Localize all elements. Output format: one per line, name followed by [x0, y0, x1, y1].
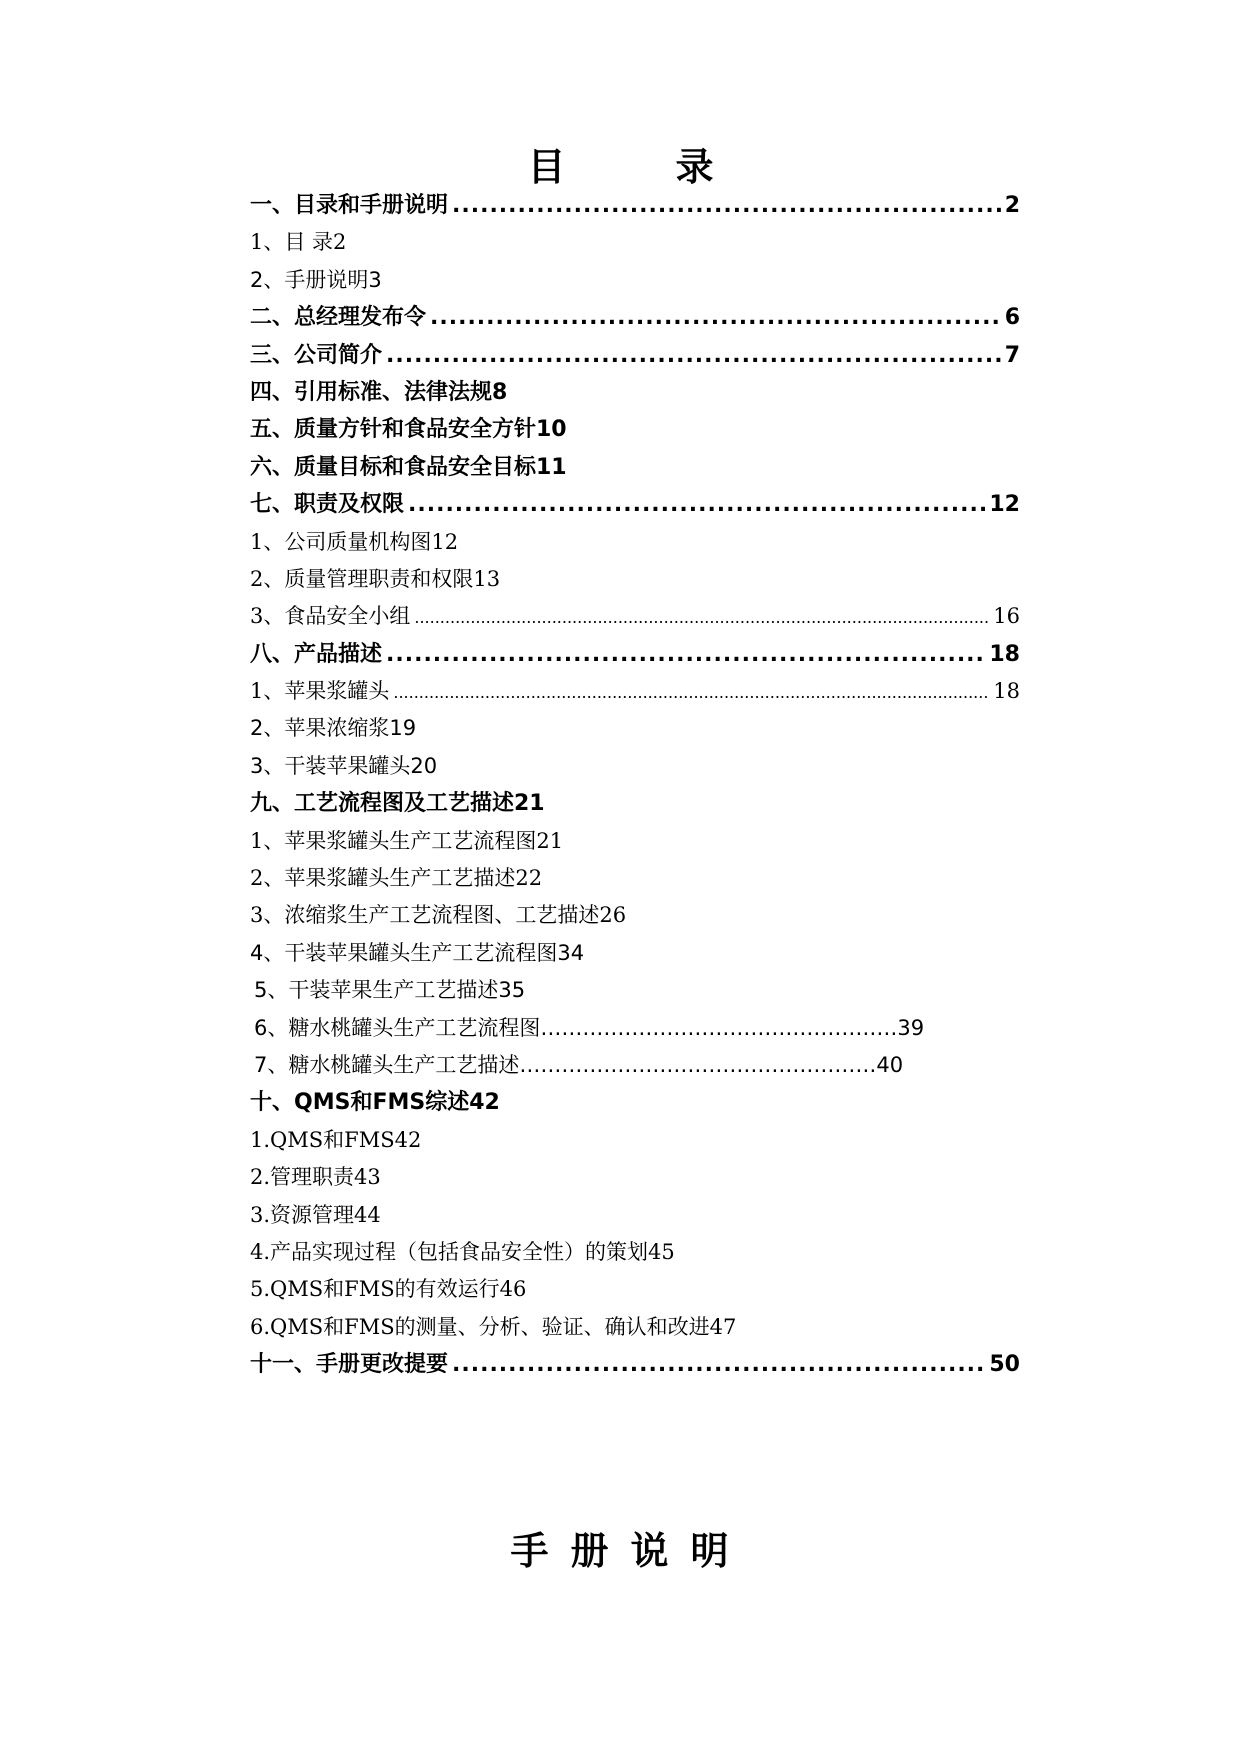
toc-entry[interactable] — [250, 1271, 1020, 1308]
toc-entry[interactable] — [250, 1047, 1020, 1084]
toc-dot-leader — [430, 299, 1001, 336]
toc-entry-label: 十一、手册更改提要 — [250, 1352, 449, 1378]
toc-entry-label: 2、苹果浆罐头生产工艺描述22 — [250, 866, 543, 891]
toc-dot-leader — [386, 636, 985, 673]
toc-entry[interactable] — [250, 1346, 1020, 1383]
toc-entry[interactable] — [250, 411, 1020, 448]
toc-entry[interactable] — [250, 449, 1020, 486]
toc-entry[interactable] — [250, 299, 1020, 336]
table-of-contents — [250, 187, 1020, 1384]
toc-entry-label: 3、食品安全小组 — [250, 604, 411, 629]
toc-entry-label: 2.管理职责43 — [250, 1165, 381, 1190]
toc-entry[interactable] — [250, 561, 1020, 598]
toc-entry-label: 九、工艺流程图及工艺描述21 — [250, 791, 545, 817]
toc-entry-page: 6 — [1004, 305, 1020, 331]
toc-dot-leader — [452, 187, 1001, 224]
toc-entry[interactable] — [250, 1084, 1020, 1121]
toc-entry[interactable] — [250, 636, 1020, 673]
toc-entry[interactable] — [250, 785, 1020, 822]
toc-entry[interactable] — [250, 1010, 1020, 1047]
toc-entry-label: 5、干装苹果生产工艺描述35 — [254, 978, 526, 1003]
toc-entry-label: 七、职责及权限 — [250, 492, 405, 518]
toc-entry-label: 八、产品描述 — [250, 641, 383, 667]
toc-entry[interactable] — [250, 673, 1020, 710]
section-title-manual: 手册说明 — [510, 1529, 751, 1573]
toc-entry-label: 四、引用标准、法律法规8 — [250, 379, 508, 405]
toc-entry-label: 2、苹果浓缩浆19 — [250, 716, 417, 741]
toc-entry[interactable] — [250, 935, 1020, 972]
toc-entry[interactable] — [250, 374, 1020, 411]
toc-entry-label: 4.产品实现过程（包括食品安全性）的策划45 — [250, 1239, 675, 1264]
toc-entry-label: 二、总经理发布令 — [250, 305, 427, 331]
toc-entry[interactable] — [250, 972, 1020, 1009]
toc-entry-label: 十、QMS和FMS综述42 — [250, 1090, 500, 1116]
toc-entry[interactable] — [250, 262, 1020, 299]
toc-entry[interactable] — [250, 748, 1020, 785]
toc-entry[interactable] — [250, 224, 1020, 261]
toc-entry-label: 6.QMS和FMS的测量、分析、验证、确认和改进47 — [250, 1314, 737, 1339]
toc-entry-label: 一、目录和手册说明 — [250, 193, 449, 218]
toc-entry-label: 3、干装苹果罐头20 — [250, 753, 438, 778]
toc-entry[interactable] — [250, 337, 1020, 374]
toc-entry-label: 五、质量方针和食品安全方针10 — [250, 417, 567, 443]
toc-entry-page: 16 — [993, 604, 1020, 629]
toc-entry-label: 2、质量管理职责和权限13 — [250, 566, 501, 591]
toc-entry[interactable] — [250, 598, 1020, 635]
toc-entry-page: 12 — [989, 492, 1020, 518]
toc-entry[interactable] — [250, 1309, 1020, 1346]
toc-entry-label: 3.资源管理44 — [250, 1202, 381, 1227]
toc-entry-label: 三、公司简介 — [250, 342, 383, 368]
toc-entry-page: 7 — [1004, 342, 1020, 368]
toc-entry[interactable] — [250, 1122, 1020, 1159]
toc-entry-label: 1、目 录2 — [250, 230, 347, 255]
toc-entry[interactable] — [250, 1234, 1020, 1271]
toc-entry-page: 50 — [989, 1352, 1020, 1378]
toc-entry[interactable] — [250, 823, 1020, 860]
toc-entry-label: 3、浓缩浆生产工艺流程图、工艺描述26 — [250, 903, 627, 928]
toc-entry[interactable] — [250, 1197, 1020, 1234]
toc-entry[interactable] — [250, 860, 1020, 897]
toc-entry-label: 1.QMS和FMS42 — [250, 1127, 422, 1152]
toc-entry[interactable] — [250, 187, 1020, 224]
toc-entry[interactable] — [250, 1159, 1020, 1196]
toc-entry-label: 5.QMS和FMS的有效运行46 — [250, 1277, 527, 1302]
toc-dot-leader — [452, 1346, 985, 1383]
toc-entry-label: 1、公司质量机构图12 — [250, 529, 459, 554]
toc-entry-label: 2、手册说明3 — [250, 267, 382, 292]
toc-entry-page: 18 — [989, 641, 1020, 667]
toc-entry-label: 1、苹果浆罐头 — [250, 679, 390, 704]
toc-dot-leader — [414, 599, 989, 636]
toc-title: 目 录 — [527, 145, 750, 189]
toc-dot-leader — [393, 674, 989, 711]
toc-entry-label: 六、质量目标和食品安全目标11 — [250, 454, 567, 480]
toc-entry[interactable] — [250, 524, 1020, 561]
toc-entry-page: 18 — [993, 679, 1020, 704]
toc-dot-leader — [408, 486, 985, 523]
toc-dot-leader — [386, 337, 1001, 374]
toc-entry[interactable] — [250, 486, 1020, 523]
toc-entry[interactable] — [250, 710, 1020, 747]
toc-entry[interactable] — [250, 897, 1020, 934]
toc-entry-page: 2 — [1004, 193, 1020, 218]
toc-entry-label: 7、糖水桃罐头生产工艺描述……………………………………………40 — [254, 1052, 904, 1077]
toc-entry-label: 1、苹果浆罐头生产工艺流程图21 — [250, 828, 564, 853]
toc-entry-label: 6、糖水桃罐头生产工艺流程图……………………………………………39 — [254, 1015, 925, 1040]
toc-entry-label: 4、干装苹果罐头生产工艺流程图34 — [250, 940, 585, 965]
